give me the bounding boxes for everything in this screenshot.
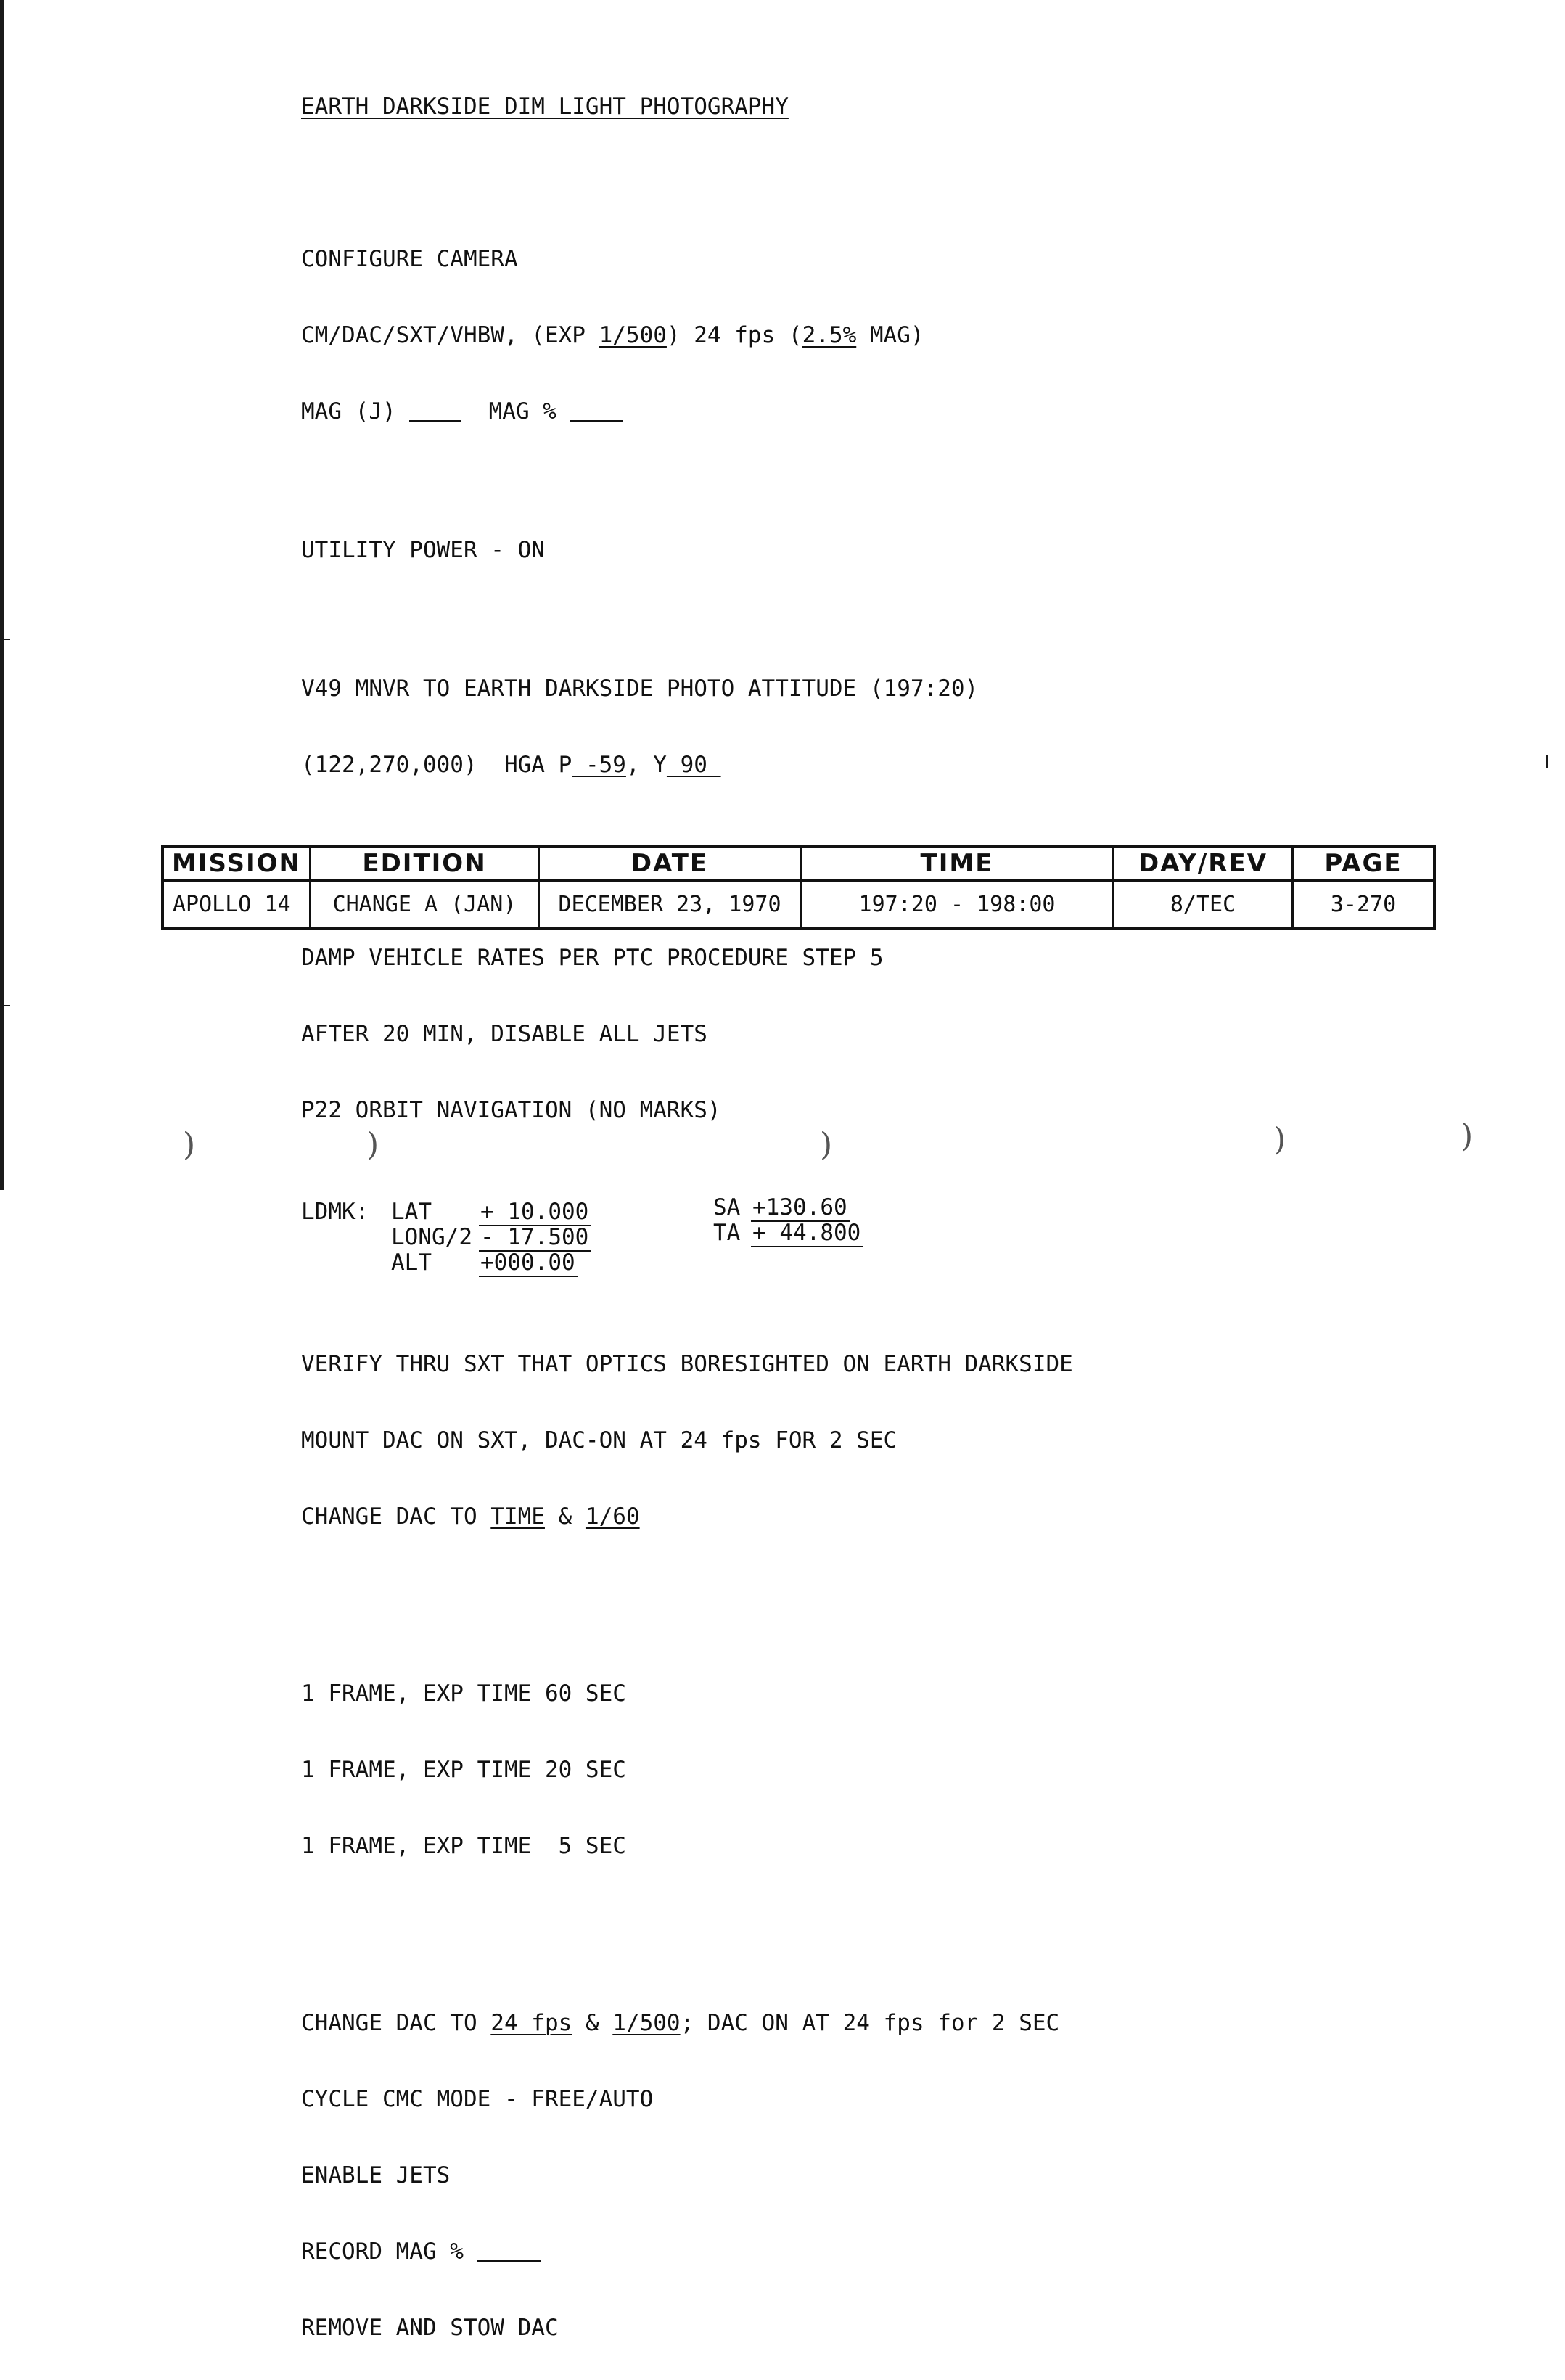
record-line: RECORD MAG %	[301, 2239, 1073, 2265]
header-dayrev: DAY/REV	[1114, 846, 1293, 881]
sa-label: SA	[713, 1194, 741, 1220]
maneuver-line: V49 MNVR TO EARTH DARKSIDE PHOTO ATTITUDE (197:20)	[301, 676, 979, 702]
ta-value: + 44.800	[751, 1220, 863, 1247]
right-edge-mark	[1546, 755, 1548, 768]
mag-pct-blank[interactable]	[570, 400, 623, 422]
frame-line: 1 FRAME, EXP TIME 60 SEC	[301, 1681, 626, 1707]
sa-value: +130.60	[751, 1195, 850, 1222]
damp-line: DAMP VEHICLE RATES PER PTC PROCEDURE STEP 5	[301, 945, 884, 971]
record-mag-blank[interactable]	[477, 2240, 541, 2262]
header-time: TIME	[801, 846, 1114, 881]
damp-line: AFTER 20 MIN, DISABLE ALL JETS	[301, 1021, 707, 1047]
footer-value-row	[163, 881, 1434, 929]
value-page: 3-270	[1293, 881, 1435, 929]
configure-heading: CONFIGURE CAMERA	[301, 246, 518, 272]
header-page: PAGE	[1293, 846, 1435, 881]
header-edition: EDITION	[311, 846, 539, 881]
change-dac-line-2: CHANGE DAC TO 24 fps & 1/500; DAC ON AT 24 fps for 2 SEC	[301, 2010, 1060, 2036]
value-edition: CHANGE A (JAN)	[311, 881, 539, 929]
change-dac-line: CHANGE DAC TO TIME & 1/60	[301, 1503, 640, 1530]
page-title: EARTH DARKSIDE DIM LIGHT PHOTOGRAPHY	[301, 94, 789, 120]
binder-mark: )	[183, 1126, 196, 1163]
verify-line: VERIFY THRU SXT THAT OPTICS BORESIGHTED ON EARTH DARKSIDE	[301, 1351, 1073, 1377]
mag-j-blank[interactable]	[409, 400, 461, 422]
value-date: DECEMBER 23, 1970	[539, 881, 801, 929]
binder-mark: )	[820, 1126, 833, 1163]
remove-line: REMOVE AND STOW DAC	[301, 2315, 559, 2341]
footer-header-row	[163, 846, 1434, 881]
frame-line: 1 FRAME, EXP TIME 5 SEC	[301, 1833, 626, 1859]
lat-label: LAT	[391, 1199, 432, 1225]
left-edge-tick	[0, 639, 10, 640]
landmark-block	[301, 1194, 1073, 1276]
enable-line: ENABLE JETS	[301, 2162, 451, 2188]
configure-line: CM/DAC/SXT/VHBW, (EXP 1/500) 24 fps (2.5% MAG)	[301, 322, 924, 348]
long-label: LONG/2	[391, 1224, 472, 1250]
binder-mark: )	[1461, 1117, 1474, 1154]
mag-entry-line: MAG (J) MAG %	[301, 399, 1073, 424]
alt-label: ALT	[391, 1250, 432, 1276]
value-dayrev: 8/TEC	[1114, 881, 1293, 929]
left-edge-line	[0, 0, 4, 1190]
hga-line: (122,270,000) HGA P -59, Y 90	[301, 752, 721, 778]
long-value: - 17.500	[479, 1225, 591, 1252]
cycle-line: CYCLE CMC MODE - FREE/AUTO	[301, 2086, 654, 2112]
binder-mark: )	[1273, 1121, 1286, 1158]
damp-line: P22 ORBIT NAVIGATION (NO MARKS)	[301, 1097, 721, 1123]
utility-power: UTILITY POWER - ON	[301, 537, 545, 563]
header-mission: MISSION	[163, 846, 311, 881]
left-edge-tick	[0, 1005, 10, 1006]
binder-mark: )	[366, 1126, 379, 1163]
frame-line: 1 FRAME, EXP TIME 20 SEC	[301, 1757, 626, 1783]
footer-table	[161, 845, 1436, 930]
ldmk-label: LDMK:	[301, 1199, 369, 1225]
mount-line: MOUNT DAC ON SXT, DAC-ON AT 24 fps FOR 2 SEC	[301, 1427, 897, 1453]
value-time: 197:20 - 198:00	[801, 881, 1114, 929]
header-date: DATE	[539, 846, 801, 881]
ta-label: TA	[713, 1220, 741, 1246]
procedure-text	[301, 44, 1073, 2380]
alt-value: +000.00	[479, 1250, 578, 1277]
lat-value: + 10.000	[479, 1199, 591, 1226]
value-mission: APOLLO 14	[163, 881, 311, 929]
